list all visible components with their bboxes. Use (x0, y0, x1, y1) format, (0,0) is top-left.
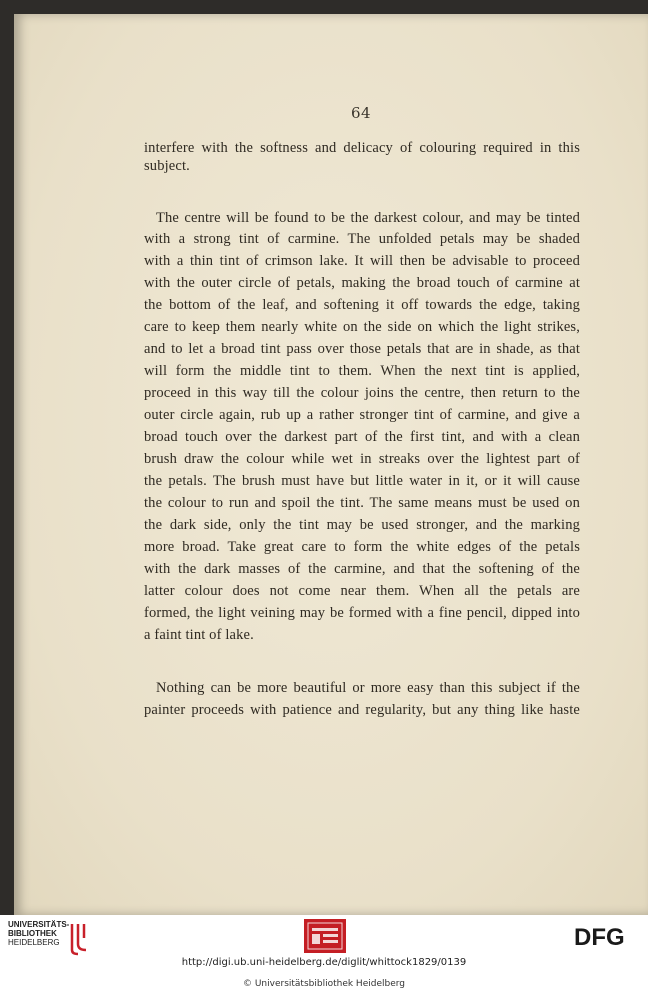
digitization-emblem-icon (304, 919, 346, 953)
text-line: proceed in this way till the colour joins the centre, then return to the (144, 385, 580, 401)
library-name-line: UNIVERSITÄTS- (8, 920, 70, 929)
library-name-line: HEIDELBERG (8, 938, 60, 947)
text-line: outer circle again, rub up a rather stronger tint of carmine, and give a (144, 407, 580, 423)
text-line: will form the middle tint to them. When the next tint is applied, (144, 363, 580, 379)
page-number: 64 (351, 104, 372, 122)
text-line: the bottom of the leaf, and softening it off towards the edge, taking (144, 297, 580, 313)
copyright-notice: © Universitätsbibliothek Heidelberg (242, 979, 405, 989)
text-line: Nothing can be more beautiful or more easy than this subject if the (156, 680, 580, 696)
text-line: subject. (144, 158, 190, 174)
text-line: a faint tint of lake. (144, 627, 254, 643)
text-line: brush draw the colour while wet in streaks over the lightest part of (144, 451, 580, 467)
text-line: the dark side, only the tint may be used stronger, and the marking (144, 517, 580, 533)
text-line: with a strong tint of carmine. The unfolded petals may be shaded (144, 231, 580, 247)
text-line: interfere with the softness and delicacy of colouring required in this (144, 140, 580, 156)
dfg-logo-text: DFG (574, 924, 625, 948)
text-line: formed, the light veining may be formed with a fine pencil, dipped into (144, 605, 580, 621)
text-line: the petals. The brush must have but little water in it, or it will cause (144, 473, 580, 489)
text-line: and to let a broad tint pass over those petals that are in shade, as that (144, 341, 580, 357)
text-line: more broad. Take great care to form the white edges of the petals (144, 539, 580, 555)
text-line: the colour to run and spoil the tint. The same means must be used on (144, 495, 580, 511)
text-line: with the dark masses of the carmine, and that the softening of the (144, 561, 580, 577)
library-mark-icon (66, 920, 90, 956)
text-line: broad touch over the darkest part of the first tint, and with a clean (144, 429, 580, 445)
text-line: with the outer circle of petals, making the broad touch of carmine at (144, 275, 580, 291)
text-line: with a thin tint of crimson lake. It will then be advisable to proceed (144, 253, 580, 269)
text-line: The centre will be found to be the darkest colour, and may be tinted (156, 210, 580, 226)
text-line: care to keep them nearly white on the side on which the light strikes, (144, 319, 580, 335)
text-line: painter proceeds with patience and regularity, but any thing like haste (144, 702, 580, 718)
text-line: latter colour does not come near them. When all the petals are (144, 583, 580, 599)
dfg-logo[interactable] (574, 924, 638, 948)
library-name-line: BIBLIOTHEK (8, 929, 57, 938)
university-library-logo[interactable] (8, 920, 70, 947)
permalink-url[interactable]: http://digi.ub.uni-heidelberg.de/diglit/whittock1829/0139 (181, 957, 467, 968)
